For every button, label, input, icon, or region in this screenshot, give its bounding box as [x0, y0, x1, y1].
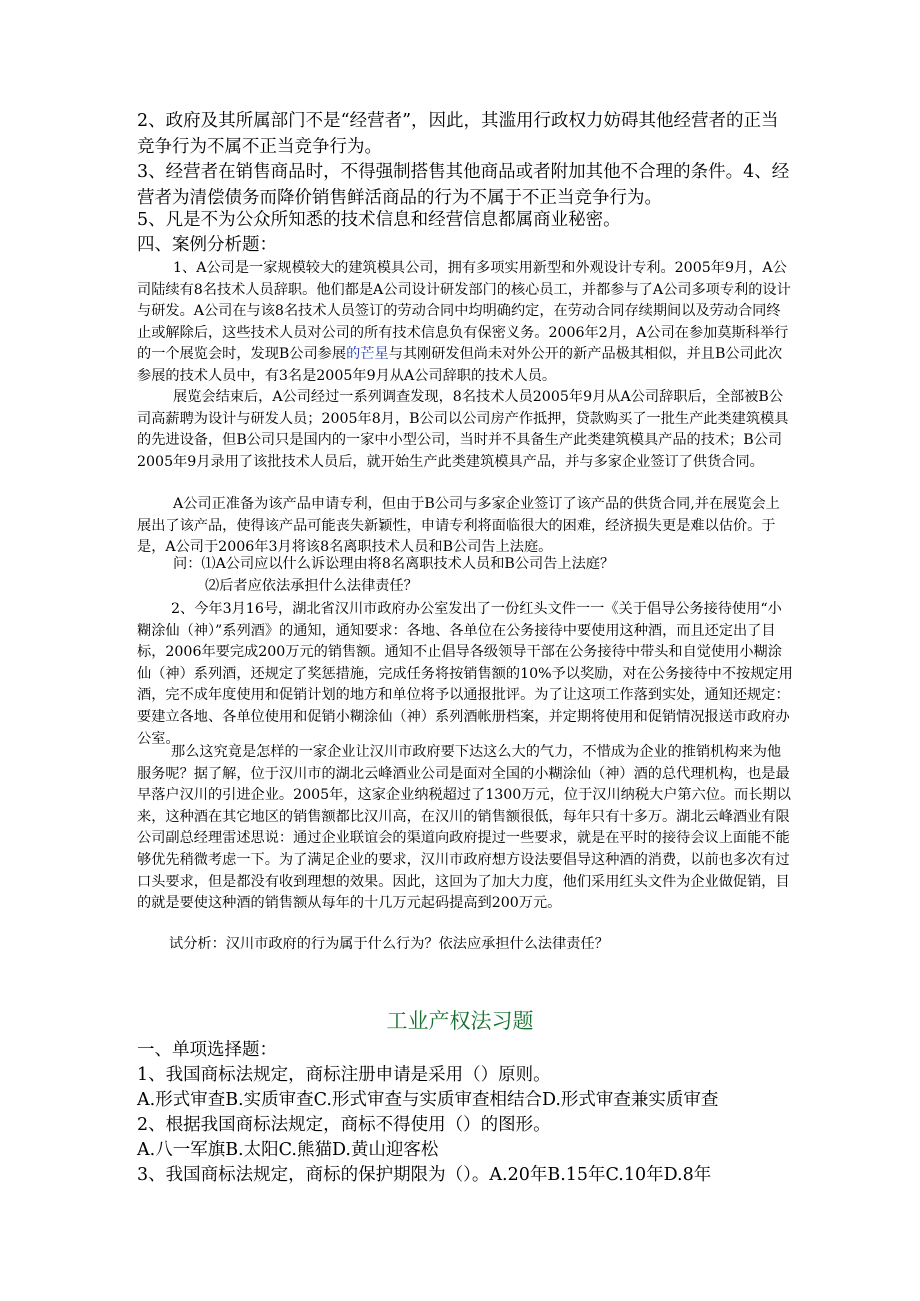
judgment-item-2: 2、政府及其所属部门不是“经营者”，因此，其滥用行政权力妨碍其他经营者的正当竞争行为不属不正当竞争行为。 — [137, 111, 779, 157]
case-2-paragraph-1: 2、今年3月16号，湖北省汉川市政府办公室发出了一份红头文件一一《关于倡导公务接待使用“小糊涂仙（神）”系列酒》的通知，通知要求：各地、各单位在公务接待中要使用这种酒，而且还定出了目标，2006年要完成200万元的销售额。通知不止倡导各级领导干部在公务接待中带头和自觉使用小糊涂仙（神）系列酒，还规定了奖惩措施，完成任务将按销售额的10%予以奖励，对在公务接待中不按规定用酒，完不成年度使用和促销计划的地方和单位将予以通报批评。为了让这项工作落到实处，通知还规定：要建立各地、各单位使用和促销小糊涂仙（神）系列酒帐册档案，并定期将使用和促销情况报送市政府办公室。 — [137, 601, 793, 747]
judgment-item-4: 4、经营者为清偿债务而降价销售鲜活商品的行为不属于不正当竞争行为。 — [137, 162, 790, 208]
mc-question-2-options: A.八一军旗B.太阳C.熊猫D.黄山迎客松 — [137, 1140, 439, 1160]
judgment-items-3-4 — [137, 159, 802, 211]
mc-question-2: 2、根据我国商标法规定，商标不得使用（）的图形。 — [137, 1115, 551, 1135]
case-1-question-1: 问：⑴A公司应以什么诉讼理由将8名离职技术人员和B公司告上法庭？ — [173, 556, 615, 572]
case-1-paragraph-3: A公司正准备为该产品申请专利，但由于B公司与多家企业签订了该产品的供货合同,并在展览会上展出了该产品，使得该产品可能丧失新颖性，申请专利将面临很大的困难，经济损失更是难以估价。于是，A公司于2006年3月将该8名离职技术人员和B公司告上法庭。 — [137, 496, 780, 556]
case-2-paragraph-2: 那么这究竟是怎样的一家企业让汉川市政府要下达这么大的气力，不惜成为企业的推销机构来为他服务呢？据了解，位于汉川市的湖北云峰酒业公司是面对全国的小糊涂仙（神）酒的总代理机构，也是最早落户汉川的引进企业。2005年，这家企业纳税超过了1300万元，位于汉川纳税大户第六位。而长期以来，这种酒在其它地区的销售额都比汉川高，在汉川的销售额很低，每年只有十多万。湖北云峰酒业有限公司副总经理雷述思说：通过企业联谊会的渠道向政府提过一些要求，就是在平时的接待会议上面能不能够优先稍微考虑一下。为了满足企业的要求，汉川市政府想方设法要倡导这种酒的消费，以前也多次有过口头要求，但是都没有收到理想的效果。因此，这回为了加大力度，他们采用红头文件为企业做促销，目的就是要使这种酒的销售额从每年的十几万元起码提高到200万元。 — [137, 744, 791, 912]
mc-question-1: 1、我国商标法规定，商标注册申请是采用（）原则。 — [137, 1065, 551, 1085]
case-1-paragraph-1: 1、A公司是一家规模较大的建筑模具公司，拥有多项实用新型和外观设计专利。2005年9月，A公司陆续有8名技术人员辞职。他们都是A公司设计研发部门的核心员工，并都参与了A公司多项专利的设计与研发。A公司在与该8名技术人员签订的劳动合同中均明确约定，在劳动合同存续期间以及劳动合同终止或解除后，这些技术人员对公司的所有技术信息负有保密义务。2006年2月，A公司在参加莫斯科举行的一个展览会时，发现B公司参展的芒星与其刚研发但尚未对外公开的新产品极其相似，并且B公司此次参展的技术人员中，有3名是2005年9月从A公司辞职的技术人员。 — [137, 260, 791, 384]
judgment-item-5: 5、凡是不为公众所知悉的技术信息和经营信息都属商业秘密。 — [137, 210, 621, 230]
judgment-item-3: 3、经营者在销售商品时，不得强制搭售其他商品或者附加其他不合理的条件。 — [137, 162, 744, 182]
case-1-paragraph-2: 展览会结束后，A公司经过一系列调查发现，8名技术人员2005年9月从A公司辞职后，全部被B公司高薪聘为设计与研发人员；2005年8月，B公司以公司房产作抵押，贷款购买了一批生产此类建筑模具的先进设备，但B公司只是国内的一家中小型公司，当时并不具备生产此类建筑模具产品的技术；B公司2005年9月录用了该批技术人员后，就开始生产此类建筑模具产品，并与多家企业签订了供货合同。 — [137, 389, 789, 470]
highlighted-link[interactable]: 的芒星 — [346, 346, 389, 363]
section-4-heading: 四、案例分析题： — [137, 235, 277, 255]
mc-question-3: 3、我国商标法规定，商标的保护期限为（）。A.20年B.15年C.10年D.8年 — [137, 1165, 712, 1185]
case-2-question: 试分析：汉川市政府的行为属于什么行为？依法应承担什么法律责任？ — [169, 936, 609, 952]
case-1-question-2: ⑵后者应依法承担什么法律责任？ — [205, 578, 418, 594]
mc-question-1-options: A.形式审查B.实质审查C.形式审查与实质审查相结合D.形式审查兼实质审查 — [137, 1090, 719, 1110]
page-title: 工业产权法习题 — [386, 1009, 534, 1033]
section-1-heading: 一、单项选择题： — [137, 1040, 277, 1060]
